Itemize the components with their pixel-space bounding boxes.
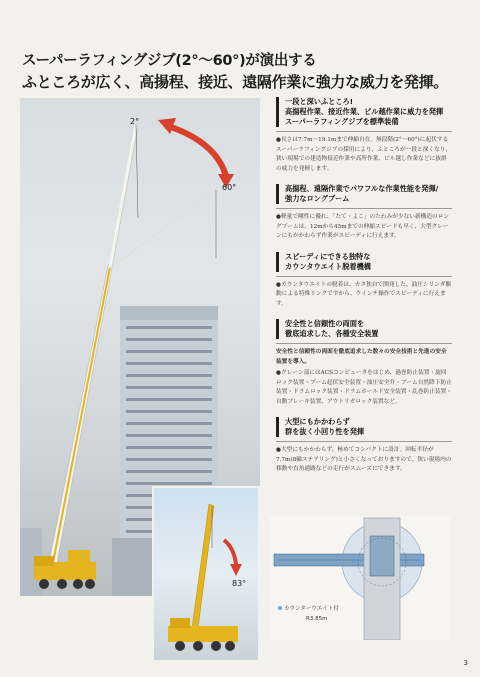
section-lead: 安全性と信頼性の両面を徹底追求した数々の安全技術と先進の安全装置を導入。 xyxy=(276,349,447,365)
section-body: ●長さは7.7m〜19.1mまで伸縮自在。無段階(2°〜60°)に起伏するスーパーラフィングジブの採用により、ふところが一段と深くなり、狭い現場での建造物接近作業や高所作業、ビル越し作業などに抜群の威力を発揮します。 xyxy=(276,137,452,172)
diagram-legend-value: R3.85m xyxy=(306,616,328,622)
section-turning-radius xyxy=(276,417,452,437)
feature-column xyxy=(276,97,452,485)
inset-arc-arrow xyxy=(224,540,236,564)
turning-radius-diagram xyxy=(270,516,450,640)
headline-line-1: スーパーラフィングジブ(2°〜60°)が演出する xyxy=(22,53,317,69)
section-title: 大型にもかかわらず 群を抜く小回り性を発揮 xyxy=(285,417,365,436)
carrier-plan xyxy=(370,536,394,576)
section-long-boom xyxy=(276,184,452,204)
headline xyxy=(22,52,462,93)
inset-arrowhead xyxy=(230,564,242,576)
section-body: ●軽量で剛性に優れ、「たて・よこ」のたわみが少ない新構造のロングブームは、12mから45mまでの伸縮スピードも早く、大型クレーンにもかかわらず作業がスピーディに行えます。 xyxy=(276,214,450,239)
section-title: 一段と深いふところ! 高揚程作業、接近作業、ビル越作業に威力を発揮 スーパーラフィングジブを標準装備 xyxy=(285,97,444,126)
inset-crane-photo xyxy=(152,486,260,662)
inset-crane-illustration xyxy=(154,488,258,660)
page-number: 3 xyxy=(463,659,468,667)
divider xyxy=(276,131,452,132)
section-body: ●カウンタウエイトの脱着は、カタ独自で開発した、油圧シリンダ駆動による特殊リンクですから、ウインチ操作でスピーディに行えます。 xyxy=(276,281,452,307)
crane-carrier xyxy=(34,550,96,589)
section-title: スピーディにできる独特な カウンタウエイト脱着機構 xyxy=(285,251,371,271)
section-body: ●大型にもかかわらず、極めてコンパクトに設計。回転半径が7.7m(8輪ステアリング)と小さくなっておりますので、狭い現場内の移動や直角通路などの走行がスムーズにできます。 xyxy=(276,447,452,472)
section-superluffing-jib xyxy=(276,97,452,127)
section-body: ●クレーン部にはACSコンピュータをはじめ、過巻防止装置・旋回ロック装置・ブーム起伏安全装置・油圧安全弁・ブーム自然降下防止装置・ドラムロック装置・ドラムホールド安全装置・乱巻防止装置・自動ブレーキ装置、アウトリガロック装置など。 xyxy=(276,370,452,405)
headline-line-2: ふところが広く、高揚程、接近、遠隔作業に強力な威力を発揮。 xyxy=(22,73,449,91)
diagram-legend-label: カウンターウエイト付 xyxy=(284,606,339,612)
angle-83-label: 83° xyxy=(232,579,247,588)
angle-2-label: 2° xyxy=(130,117,140,126)
luffing-arc-arrow xyxy=(168,126,226,176)
divider xyxy=(276,441,452,442)
inset-carrier xyxy=(168,618,238,651)
section-counterweight xyxy=(276,252,452,272)
legend-swatch xyxy=(278,606,282,610)
section-safety xyxy=(276,319,452,339)
section-title: 安全性と信頼性の両面を 徹底追求した、各種安全装置 xyxy=(285,319,379,338)
divider xyxy=(276,276,452,277)
section-title: 高揚程、遠隔作業でパワフルな作業性能を発揮/ 強力なロングブーム xyxy=(285,184,439,203)
inset-boom xyxy=(192,504,214,628)
divider xyxy=(276,208,452,209)
divider xyxy=(276,343,452,344)
angle-60-label: 60° xyxy=(222,183,237,192)
